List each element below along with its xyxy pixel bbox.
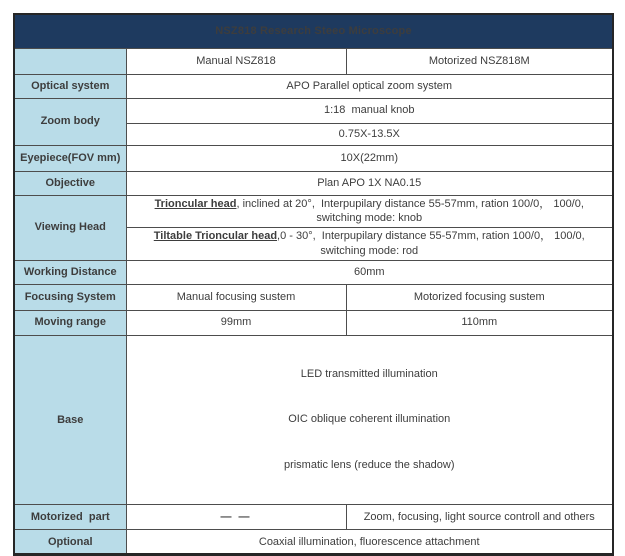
base-line-1: LED transmitted illumination [300, 367, 438, 380]
row-label-working-distance: Working Distance [14, 260, 126, 284]
row-label-focusing-system: Focusing System [14, 284, 126, 310]
header-empty-cell [14, 48, 126, 74]
microscope-spec-table [13, 13, 614, 556]
table-title: NSZ818 Research Steeo Microscope [14, 14, 613, 48]
row-label-motorized-part: Motorized part [14, 505, 126, 530]
spec-table-container [13, 13, 612, 556]
viewing-head-option2-name: Tiltable Trioncular head [153, 230, 278, 243]
table-row [14, 335, 613, 505]
table-row [14, 74, 613, 98]
row-label-base: Base [14, 335, 126, 505]
table-row [14, 310, 613, 335]
focusing-system-motorized-value: Motorized focusing sustem [346, 284, 613, 310]
viewing-head-option2-desc: ,0 - 30°, Interpupilary distance 55-57mm, ration 100/0， 100/0, switching mode: rod [277, 230, 588, 258]
optical-system-value: APO Parallel optical zoom system [126, 74, 613, 98]
table-row [14, 145, 613, 171]
table-row [14, 14, 613, 48]
table-row [14, 48, 613, 74]
moving-range-motorized-value: 110mm [346, 310, 613, 335]
viewing-head-option1-name: Trioncular head [154, 197, 237, 210]
table-row [14, 98, 613, 123]
table-row [14, 260, 613, 284]
table-row [14, 171, 613, 195]
motorized-part-motorized-value: Zoom, focusing, light source controll and others [346, 505, 613, 530]
row-label-optional: Optional [14, 530, 126, 555]
viewing-head-option1-desc: , inclined at 20°, Interpupilary distance 55-57mm, ration 100/0， 100/0, switching mode: knob [236, 197, 587, 225]
row-label-moving-range: Moving range [14, 310, 126, 335]
base-value [126, 335, 613, 505]
zoom-body-range-value: 0.75X-13.5X [126, 123, 613, 145]
row-label-viewing-head: Viewing Head [14, 195, 126, 260]
header-manual-model: Manual NSZ818 [126, 48, 346, 74]
zoom-body-ratio-value: 1:18 manual knob [126, 98, 613, 123]
eyepiece-value: 10X(22mm) [126, 145, 613, 171]
focusing-system-manual-value: Manual focusing sustem [126, 284, 346, 310]
row-label-zoom-body: Zoom body [14, 98, 126, 145]
table-row [14, 505, 613, 530]
table-row [14, 530, 613, 555]
table-row [14, 195, 613, 228]
viewing-head-option1 [126, 195, 613, 228]
row-label-objective: Objective [14, 171, 126, 195]
optional-value: Coaxial illumination, fluorescence attachment [126, 530, 613, 555]
working-distance-value: 60mm [126, 260, 613, 284]
moving-range-manual-value: 99mm [126, 310, 346, 335]
base-line-2: OIC oblique coherent illumination [288, 413, 451, 426]
row-label-optical-system: Optical system [14, 74, 126, 98]
objective-value: Plan APO 1X NA0.15 [126, 171, 613, 195]
header-motorized-model: Motorized NSZ818M [346, 48, 613, 74]
viewing-head-option2 [126, 228, 613, 261]
table-row [14, 284, 613, 310]
row-label-eyepiece: Eyepiece(FOV mm) [14, 145, 126, 171]
motorized-part-manual-value: — — [126, 505, 346, 530]
base-line-3: prismatic lens (reduce the shadow) [283, 458, 455, 471]
